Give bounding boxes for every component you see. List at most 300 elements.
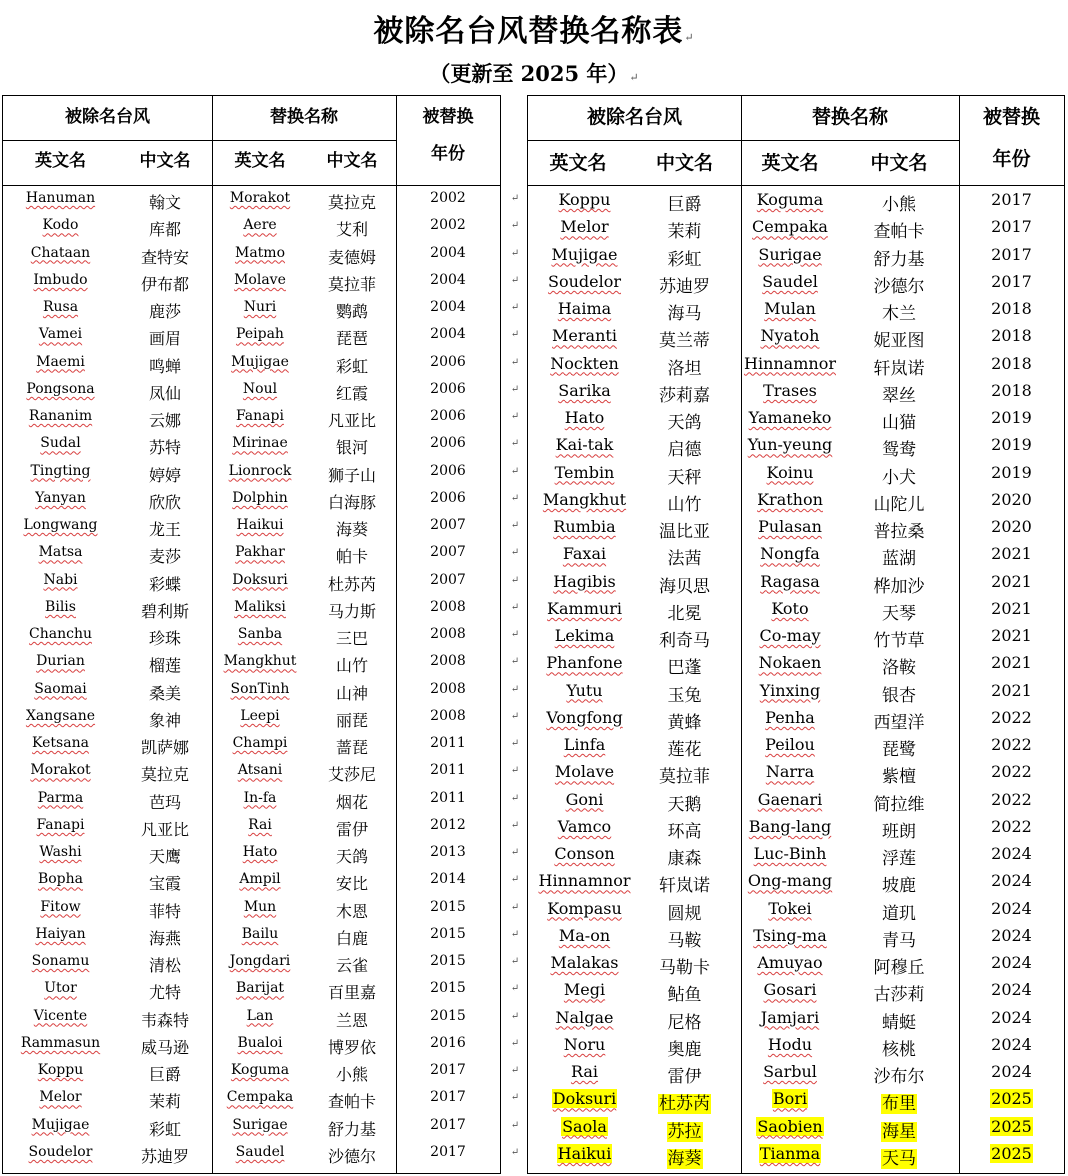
header-cn-replacement-right: 中文名: [870, 152, 928, 174]
cell-cn-removed: 宝霞: [148, 874, 181, 894]
cell-en-replacement: Saudel: [762, 271, 818, 291]
cell-cn-replacement: 木兰: [882, 304, 916, 324]
header-cn-replacement: 中文名: [326, 151, 378, 171]
cell-year: 2016: [430, 1034, 466, 1051]
left-table: [2, 95, 501, 1174]
paragraph-mark: ↵: [510, 1065, 520, 1076]
table-row: [3, 190, 500, 217]
cell-cn-replacement: 红霞: [335, 383, 368, 403]
cell-year: 2022: [991, 762, 1032, 782]
cell-en-replacement: SonTinh: [230, 680, 290, 697]
cell-en-replacement: Surigae: [758, 244, 822, 264]
cell-en-replacement: Tianma: [759, 1143, 821, 1163]
cell-cn-removed: 环高: [667, 821, 702, 842]
cell-cn-removed: 查特安: [140, 247, 189, 267]
paragraph-mark: ↵: [510, 383, 520, 395]
cell-en-replacement: Matmo: [234, 244, 285, 261]
cell-cn-removed: 利奇马: [659, 631, 710, 651]
table-row: [528, 463, 1064, 490]
cell-en-replacement: Atsani: [237, 762, 283, 779]
table-row: [3, 408, 500, 435]
cell-en-removed: Bopha: [37, 871, 84, 888]
cell-year: 2006: [430, 408, 466, 424]
cell-en-replacement: Gaenari: [757, 789, 823, 809]
cell-en-removed: Maemi: [36, 353, 85, 370]
cell-cn-replacement: 狮子山: [327, 465, 376, 485]
cell-cn-replacement: 雷伊: [335, 819, 368, 839]
cell-en-removed: Ketsana: [32, 735, 89, 751]
cell-en-replacement: Barijat: [235, 980, 285, 997]
header-year-top-right: 被替换: [982, 106, 1040, 128]
cell-cn-replacement: 坡鹿: [882, 876, 916, 897]
cell-en-replacement: Dolphin: [232, 489, 288, 506]
cell-en-removed: Chanchu: [29, 626, 92, 642]
cell-cn-replacement: 舒力基: [327, 1119, 376, 1139]
cell-en-replacement: Pakhar: [235, 544, 285, 561]
table-row: [3, 708, 500, 735]
cell-en-removed: Mujigae: [31, 1116, 90, 1133]
table-row: [528, 1144, 1064, 1171]
cell-year: 2024: [991, 1007, 1032, 1027]
cell-en-removed: Koppu: [558, 190, 611, 209]
cell-cn-removed: 洛坦: [667, 358, 702, 379]
cell-cn-removed: 海葵: [667, 1148, 702, 1169]
paragraph-mark: ↵: [510, 738, 520, 749]
header-replacement-right: 替换名称: [811, 106, 888, 128]
cell-cn-removed: 凤仙: [148, 383, 181, 403]
cell-cn-replacement: 道玑: [882, 903, 916, 924]
cell-en-removed: Rammasun: [20, 1034, 101, 1051]
cell-cn-replacement: 彩虹: [335, 356, 368, 376]
cell-cn-removed: 榴莲: [148, 656, 181, 676]
cell-en-removed: Pongsona: [26, 380, 95, 397]
cell-year: 2006: [430, 353, 466, 370]
cell-en-removed: Durian: [36, 653, 85, 670]
cell-cn-replacement: 舒力基: [873, 249, 925, 270]
cell-cn-replacement: 班朗: [882, 821, 916, 842]
cell-cn-removed: 茉莉: [667, 222, 702, 243]
table-row: [3, 1008, 500, 1035]
header-cn-removed: 中文名: [139, 151, 191, 171]
cell-year: 2004: [430, 299, 466, 315]
cell-cn-removed: 北冕: [667, 603, 702, 624]
table-row: [3, 980, 500, 1007]
header-cn-removed-right: 中文名: [655, 152, 713, 174]
cell-cn-replacement: 艾莎尼: [327, 765, 376, 785]
header-replacement: 替换名称: [270, 107, 338, 127]
cell-year: 2014: [430, 871, 466, 888]
cell-cn-replacement: 沙德尔: [327, 1146, 376, 1166]
table-row: [528, 272, 1064, 299]
cell-cn-removed: 莎莉嘉: [659, 385, 710, 406]
cell-year: 2017: [430, 1089, 466, 1106]
paragraph-mark: ↵: [510, 847, 520, 858]
cell-en-replacement: Bailu: [241, 925, 279, 942]
cell-en-replacement: Mun: [243, 898, 277, 915]
cell-en-replacement: Koguma: [230, 1062, 290, 1078]
paragraph-mark: ↵: [510, 874, 520, 886]
cell-year: 2006: [430, 489, 466, 506]
cell-en-removed: Bilis: [45, 598, 76, 615]
cell-cn-removed: 奥鹿: [667, 1039, 702, 1060]
cell-year: 2002: [430, 217, 466, 234]
cell-cn-replacement: 丽琵: [335, 710, 368, 730]
cell-en-replacement: Yamaneko: [748, 408, 832, 427]
cell-year: 2004: [430, 244, 466, 261]
cell-cn-replacement: 查帕卡: [327, 1092, 376, 1112]
header-en-removed-right: 英文名: [549, 152, 607, 174]
cell-cn-removed: 翰文: [148, 193, 181, 212]
paragraph-mark: ↵: [510, 683, 520, 695]
table-row: [528, 217, 1064, 244]
table-row: [528, 599, 1064, 626]
cell-en-replacement: Ragasa: [760, 571, 820, 591]
cell-year: 2022: [991, 789, 1032, 809]
cell-cn-replacement: 海葵: [335, 520, 368, 539]
cell-en-replacement: Jongdari: [229, 953, 291, 969]
cell-cn-removed: 海贝思: [659, 576, 710, 597]
paragraph-mark: ↵: [510, 220, 520, 232]
cell-en-replacement: Koto: [771, 598, 809, 618]
table-row: [3, 844, 500, 871]
cell-en-removed: Noru: [563, 1034, 606, 1054]
cell-year: 2021: [991, 626, 1032, 645]
cell-cn-replacement: 山竹: [335, 656, 368, 676]
cell-year: 2002: [430, 190, 466, 206]
cell-en-removed: Utor: [44, 980, 77, 997]
cell-en-removed: Malakas: [550, 953, 619, 972]
paragraph-mark: ↵: [510, 1092, 520, 1104]
cell-en-replacement: Cempaka: [226, 1089, 294, 1106]
cell-cn-removed: 威马逊: [140, 1037, 189, 1057]
table-row: [528, 899, 1064, 926]
cell-cn-replacement: 兰恩: [335, 1010, 368, 1030]
paragraph-mark: ↵: [510, 274, 520, 286]
cell-cn-replacement: 山陀儿: [873, 494, 925, 515]
cell-year: 2024: [991, 980, 1032, 1000]
table-row: [3, 1144, 500, 1171]
table-row: [3, 490, 500, 517]
cell-cn-removed: 温比亚: [659, 522, 710, 542]
cell-cn-replacement: 鸳鸯: [882, 440, 916, 461]
cell-cn-removed: 凡亚比: [140, 819, 189, 839]
cell-cn-replacement: 翠丝: [882, 385, 916, 406]
cell-en-removed: Koppu: [37, 1062, 84, 1078]
table-row: [528, 871, 1064, 898]
cell-cn-replacement: 简拉维: [873, 794, 925, 815]
cell-cn-removed: 天秤: [667, 467, 702, 488]
cell-en-replacement: Nokaen: [758, 653, 822, 673]
paragraph-mark: ↵: [510, 547, 520, 559]
cell-cn-replacement: 蜻蜓: [882, 1012, 916, 1033]
cell-cn-replacement: 麦德姆: [327, 247, 376, 267]
right-table: [527, 95, 1065, 1174]
cell-en-removed: Sonamu: [31, 953, 90, 969]
paragraph-mark: ↵: [510, 465, 520, 477]
cell-year: 2022: [991, 816, 1032, 836]
cell-cn-removed: 苏拉: [667, 1121, 702, 1142]
cell-cn-replacement: 小犬: [882, 467, 916, 488]
table-row: [3, 1089, 500, 1116]
header-year-bottom-right: 年份: [992, 148, 1031, 170]
cell-year: 2024: [991, 871, 1032, 891]
cell-en-removed: Kodo: [42, 217, 79, 234]
cell-en-removed: Hinnamnor: [538, 871, 631, 891]
cell-cn-replacement: 桦加沙: [873, 576, 925, 597]
table-row: [528, 381, 1064, 408]
cell-en-replacement: Hinnamnor: [744, 353, 836, 373]
cell-en-replacement: Amuyao: [757, 953, 823, 972]
cell-en-removed: Rai: [570, 1062, 599, 1081]
cell-cn-replacement: 莫拉克: [327, 193, 376, 212]
paragraph-mark: ↵: [510, 1010, 520, 1022]
cell-cn-removed: 苏迪罗: [659, 276, 710, 297]
cell-cn-replacement: 银河: [335, 438, 368, 458]
cell-en-replacement: Bori: [772, 1089, 808, 1109]
cell-cn-replacement: 艾利: [335, 220, 368, 240]
table-row: [3, 381, 500, 408]
table-row: [528, 354, 1064, 381]
cell-cn-replacement: 阿穆丘: [873, 958, 925, 978]
cell-en-replacement: Noul: [242, 380, 278, 397]
cell-cn-removed: 桑美: [148, 683, 181, 703]
cell-cn-removed: 凯萨娜: [140, 738, 189, 757]
cell-cn-removed: 菲特: [148, 901, 181, 921]
cell-year: 2004: [430, 271, 466, 288]
paragraph-mark: ↵: [510, 710, 520, 722]
paragraph-mark: ↵: [510, 928, 520, 940]
cell-en-replacement: Penha: [765, 707, 815, 727]
cell-en-replacement: Lionrock: [228, 462, 292, 479]
cell-en-removed: Megi: [563, 980, 606, 1000]
paragraph-mark: ↵: [510, 1037, 520, 1049]
cell-year: 2024: [991, 898, 1032, 918]
cell-en-replacement: Nyatoh: [760, 326, 820, 346]
cell-en-removed: Molave: [554, 762, 615, 782]
cell-en-removed: Melor: [39, 1089, 82, 1106]
cell-en-removed: Yanyan: [35, 489, 86, 506]
cell-en-removed: Rumbia: [553, 517, 616, 536]
cell-cn-removed: 黄蜂: [667, 712, 702, 733]
cell-en-removed: Soudelor: [28, 1143, 93, 1160]
cell-cn-replacement: 竹节草: [873, 631, 925, 651]
paragraph-mark: ↵: [510, 411, 520, 422]
cell-en-replacement: Mulan: [764, 299, 816, 318]
cell-cn-removed: 韦森特: [140, 1010, 189, 1030]
table-row: [528, 572, 1064, 599]
cell-year: 2004: [430, 326, 466, 343]
cell-en-removed: Mujigae: [551, 244, 618, 264]
cell-en-replacement: Peilou: [765, 735, 815, 754]
cell-cn-replacement: 青马: [882, 930, 916, 951]
cell-cn-removed: 雷伊: [667, 1067, 702, 1087]
cell-year: 2022: [991, 707, 1032, 727]
cell-cn-replacement: 博罗依: [327, 1037, 376, 1057]
cell-en-removed: Tingting: [30, 462, 91, 479]
table-row: [3, 1035, 500, 1062]
table-row: [3, 435, 500, 462]
cell-cn-removed: 莫拉克: [140, 765, 189, 785]
cell-year: 2017: [430, 1143, 466, 1160]
cell-en-replacement: Gosari: [763, 980, 817, 1000]
table-row: [528, 408, 1064, 435]
cell-en-replacement: Nuri: [243, 299, 277, 315]
table-row: [528, 653, 1064, 680]
table-row: [3, 871, 500, 898]
cell-cn-removed: 海燕: [148, 928, 181, 948]
cell-cn-removed: 清松: [148, 956, 181, 975]
cell-cn-removed: 鹿莎: [148, 302, 181, 321]
table-row: [528, 1008, 1064, 1035]
cell-en-removed: Saomai: [34, 680, 87, 697]
cell-en-removed: Nalgae: [555, 1007, 614, 1027]
cell-cn-removed: 轩岚诺: [659, 876, 710, 897]
cell-year: 2018: [991, 326, 1032, 346]
cell-cn-replacement: 天马: [882, 1148, 916, 1169]
table-row: [3, 817, 500, 844]
table-row: [3, 735, 500, 762]
cell-en-removed: Vicente: [33, 1007, 88, 1024]
cell-en-removed: Ma-on: [558, 925, 611, 945]
cell-year: 2018: [991, 353, 1032, 373]
cell-en-removed: Morakot: [30, 762, 91, 779]
cell-cn-removed: 彩虹: [148, 1119, 181, 1139]
cell-en-replacement: Rai: [248, 816, 272, 833]
table-row: [528, 626, 1064, 653]
header-en-replacement: 英文名: [234, 151, 286, 171]
cell-cn-removed: 马鞍: [667, 930, 702, 951]
cell-year: 2021: [991, 571, 1032, 591]
cell-cn-replacement: 山神: [335, 683, 368, 703]
table-row: [3, 762, 500, 789]
header-en-removed: 英文名: [35, 151, 86, 171]
cell-en-removed: Nockten: [550, 353, 619, 373]
cell-cn-replacement: 普拉桑: [873, 522, 925, 542]
cell-en-replacement: Bualoi: [237, 1034, 283, 1051]
cell-cn-replacement: 核桃: [882, 1039, 916, 1060]
cell-cn-removed: 尤特: [148, 983, 181, 1003]
cell-en-removed: Chataan: [30, 244, 91, 261]
cell-cn-removed: 龙王: [148, 520, 181, 539]
table-row: [528, 817, 1064, 844]
cell-year: 2007: [430, 544, 466, 561]
cell-cn-replacement: 木恩: [335, 901, 368, 921]
cell-en-replacement: Jamjari: [760, 1007, 820, 1027]
cell-en-removed: Melor: [560, 217, 609, 237]
cell-year: 2017: [430, 1116, 466, 1133]
cell-year: 2007: [430, 571, 466, 588]
cell-year: 2013: [430, 844, 466, 860]
paragraph-mark: ↵: [510, 193, 520, 204]
cell-cn-replacement: 安比: [335, 874, 368, 894]
cell-en-replacement: Sanba: [237, 626, 283, 642]
table-row: [3, 517, 500, 544]
cell-cn-replacement: 凡亚比: [327, 411, 376, 430]
paragraph-mark: ↵: [510, 901, 520, 913]
cell-cn-removed: 芭玛: [148, 792, 181, 812]
cell-en-replacement: Mirinae: [232, 435, 288, 452]
table-row: [528, 708, 1064, 735]
table-row: [3, 790, 500, 817]
cell-cn-replacement: 布里: [882, 1094, 916, 1115]
cell-en-removed: Mangkhut: [542, 489, 627, 509]
cell-year: 2006: [430, 380, 466, 397]
cell-cn-removed: 伊布都: [140, 274, 189, 294]
cell-year: 2008: [430, 707, 466, 724]
cell-en-replacement: Koinu: [766, 462, 814, 482]
table-row: [528, 926, 1064, 953]
cell-en-replacement: Mangkhut: [223, 653, 297, 670]
cell-en-replacement: Lan: [246, 1007, 274, 1024]
cell-cn-removed: 山竹: [667, 494, 702, 515]
cell-en-removed: Faxai: [562, 544, 607, 564]
cell-cn-replacement: 查帕卡: [873, 222, 925, 243]
cell-en-removed: Rananim: [28, 408, 93, 424]
cell-cn-replacement: 洛鞍: [882, 658, 916, 679]
cell-cn-removed: 鸣蝉: [148, 356, 181, 376]
cell-en-replacement: Mujigae: [231, 353, 289, 370]
cell-cn-removed: 莫拉菲: [659, 767, 710, 788]
table-row: [528, 681, 1064, 708]
paragraph-mark: ↵: [510, 520, 520, 531]
table-row: [528, 326, 1064, 353]
cell-en-removed: Meranti: [552, 326, 617, 346]
paragraph-mark: ↵: [510, 1119, 520, 1131]
table-row: [528, 790, 1064, 817]
cell-year: 2011: [430, 762, 466, 779]
cell-year: 2020: [991, 489, 1032, 509]
cell-cn-removed: 康森: [667, 849, 702, 869]
cell-en-replacement: Peipah: [236, 326, 284, 343]
cell-cn-removed: 玉兔: [667, 685, 702, 706]
cell-en-removed: Fanapi: [36, 816, 85, 833]
cell-en-replacement: Cempaka: [752, 217, 828, 237]
cell-year: 2017: [430, 1062, 466, 1078]
cell-en-removed: Hagibis: [553, 571, 616, 591]
cell-en-replacement: Fanapi: [236, 408, 284, 424]
table-row: [528, 190, 1064, 217]
header-en-replacement-right: 英文名: [761, 152, 819, 174]
cell-en-replacement: Hodu: [767, 1034, 813, 1054]
table-row: [3, 653, 500, 680]
paragraph-mark: ↵: [510, 492, 520, 504]
paragraph-mark: ↵: [510, 302, 520, 313]
cell-year: 2024: [991, 1034, 1032, 1054]
table-row: [3, 299, 500, 326]
cell-cn-removed: 库都: [148, 220, 181, 240]
cell-year: 2025: [991, 1089, 1032, 1109]
cell-en-removed: Phanfone: [546, 653, 623, 673]
table-row: [3, 681, 500, 708]
cell-cn-replacement: 三巴: [335, 629, 368, 648]
cell-year: 2020: [991, 517, 1032, 536]
cell-year: 2024: [991, 1062, 1032, 1081]
cell-cn-replacement: 小熊: [335, 1065, 368, 1084]
cell-year: 2018: [991, 299, 1032, 318]
cell-en-replacement: Molave: [234, 271, 286, 288]
cell-cn-removed: 象神: [148, 710, 181, 730]
paragraph-mark: ↵: [510, 356, 520, 368]
cell-cn-removed: 婷婷: [148, 465, 181, 485]
table-row: [528, 299, 1064, 326]
cell-year: 2022: [991, 735, 1032, 754]
cell-cn-removed: 杜苏芮: [659, 1094, 710, 1115]
cell-en-removed: Matsa: [38, 544, 83, 561]
cell-cn-removed: 彩蝶: [148, 574, 181, 594]
cell-cn-replacement: 白鹿: [335, 928, 368, 948]
table-row: [3, 245, 500, 272]
cell-year: 2015: [430, 898, 466, 915]
